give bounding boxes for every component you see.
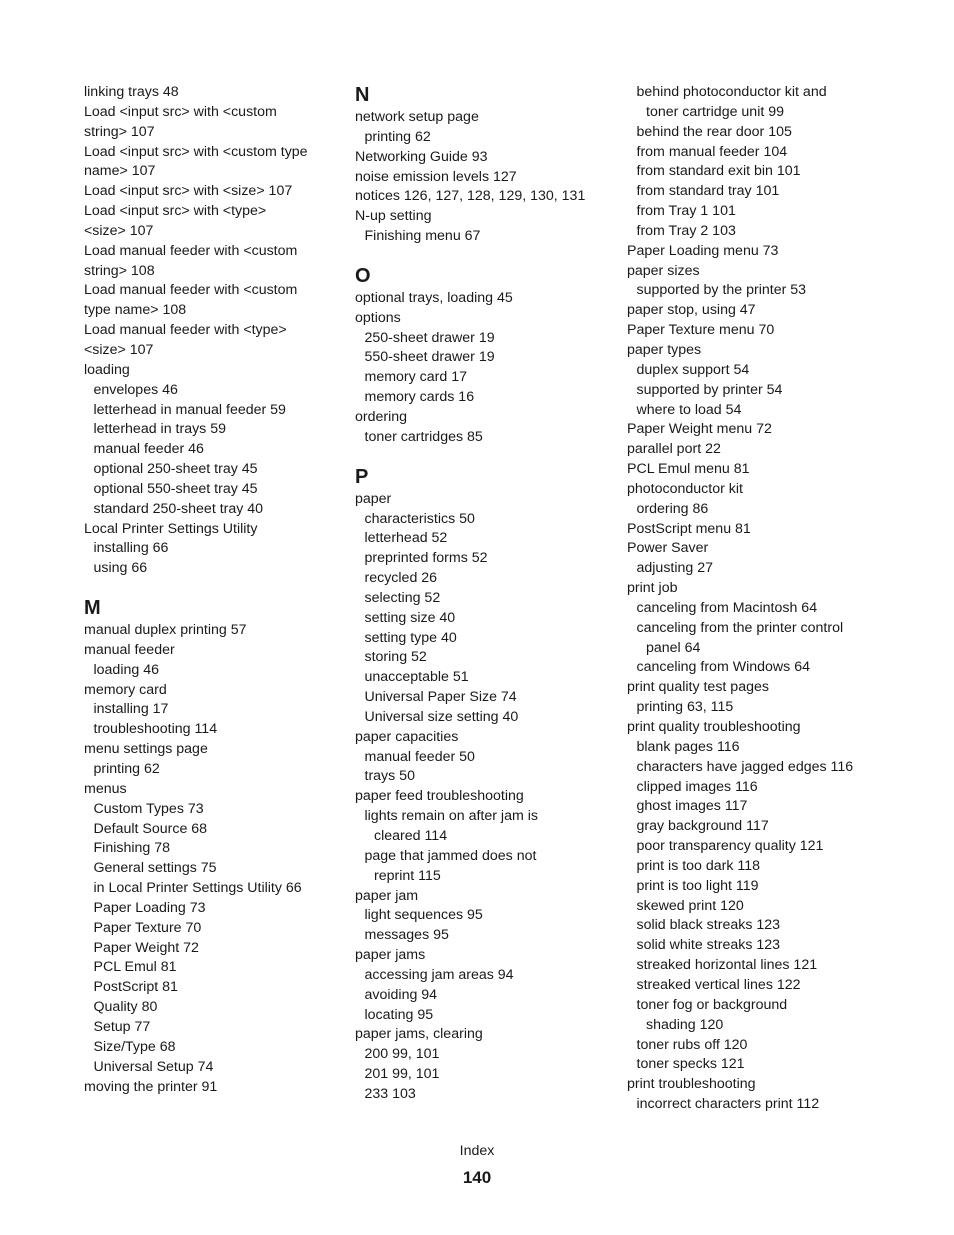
index-subentry: memory card 17 (364, 369, 467, 386)
index-entry: manual feeder (84, 641, 175, 658)
index-subentry: accessing jam areas 94 (364, 966, 514, 983)
index-subentry: letterhead 52 (364, 530, 448, 547)
index-entry: Local Printer Settings Utility (84, 520, 258, 537)
index-subentry: from standard exit bin 101 (636, 163, 801, 180)
index-subentry: standard 250-sheet tray 40 (93, 500, 264, 517)
index-subentry: Universal Setup 74 (93, 1058, 214, 1075)
index-column-3 (627, 83, 927, 1115)
index-subentry: toner rubs off 120 (636, 1036, 748, 1053)
index-entry: manual duplex printing 57 (84, 622, 247, 639)
index-subentry: behind photoconductor kit and (636, 84, 827, 100)
index-entry: menu settings page (84, 741, 208, 758)
index-subentry: locating 95 (364, 1006, 434, 1023)
index-column-2 (355, 83, 607, 1105)
index-subentry: loading 46 (93, 661, 159, 678)
index-subentry: solid white streaks 123 (636, 937, 781, 954)
index-entry: PostScript menu 81 (627, 520, 751, 537)
index-subentry: streaked vertical lines 122 (636, 976, 801, 993)
index-entry: Paper Texture menu 70 (627, 322, 775, 339)
index-subentry: Paper Weight 72 (93, 939, 199, 956)
index-subentry: incorrect characters print 112 (636, 1096, 820, 1113)
index-subentry: preprinted forms 52 (364, 550, 488, 567)
index-subentry: 550-sheet drawer 19 (364, 349, 495, 366)
index-subentry-continuation: shading 120 (646, 1016, 724, 1033)
index-entry: optional trays, loading 45 (355, 289, 513, 306)
index-entry: <size> 107 (84, 222, 154, 239)
index-subentry: Paper Texture 70 (93, 919, 202, 936)
index-entry: Load <input src> with <type> (84, 203, 267, 220)
index-entry: PCL Emul menu 81 (627, 461, 750, 478)
index-subentry: from Tray 1 101 (636, 203, 736, 220)
index-entry: Load <input src> with <custom (84, 103, 277, 120)
index-entry: print quality troubleshooting (627, 719, 801, 735)
index-entry: paper stop, using 47 (627, 302, 756, 319)
index-subentry: poor transparency quality 121 (636, 838, 824, 855)
index-subentry: envelopes 46 (93, 381, 178, 398)
index-entry: print troubleshooting (627, 1076, 756, 1093)
index-subentry: Custom Types 73 (93, 800, 204, 817)
index-subentry: light sequences 95 (364, 907, 483, 924)
index-subentry: printing 62 (93, 761, 160, 777)
index-subentry: letterhead in manual feeder 59 (93, 401, 286, 418)
index-subentry: supported by printer 54 (636, 381, 783, 398)
index-entry: print job (627, 580, 678, 597)
index-subentry: canceling from Macintosh 64 (636, 599, 818, 616)
index-letter-heading: M (84, 597, 101, 620)
index-entry: Load manual feeder with <type> (84, 322, 287, 339)
index-entry: options (355, 309, 401, 326)
index-subentry: letterhead in trays 59 (93, 421, 226, 438)
index-subentry: memory cards 16 (364, 389, 475, 406)
index-subentry: using 66 (93, 560, 148, 577)
index-entry: ordering (355, 408, 408, 425)
index-subentry: characters have jagged edges 116 (636, 758, 854, 775)
index-subentry: supported by the printer 53 (636, 282, 807, 299)
index-subentry: manual feeder 46 (93, 441, 204, 458)
index-entry: Paper Weight menu 72 (627, 421, 772, 438)
index-entry: loading (84, 361, 130, 378)
index-subentry: blank pages 116 (636, 738, 740, 755)
index-entry: paper (355, 490, 392, 507)
index-entry: linking trays 48 (84, 84, 179, 100)
index-subentry: 201 99, 101 (364, 1066, 440, 1083)
index-subentry: canceling from Windows 64 (636, 659, 810, 676)
index-subentry: Paper Loading 73 (93, 899, 206, 916)
index-subentry: troubleshooting 114 (93, 721, 218, 738)
index-entry: moving the printer 91 (84, 1078, 218, 1095)
index-subentry: ghost images 117 (636, 798, 748, 815)
page-number: 140 (462, 1168, 492, 1187)
index-entry: notices 126, 127, 128, 129, 130, 131 (355, 188, 586, 205)
index-entry: paper types (627, 341, 702, 358)
index-subentry: Default Source 68 (93, 820, 208, 837)
index-entry: string> 107 (84, 123, 155, 140)
index-subentry-continuation: toner cartridge unit 99 (646, 103, 785, 120)
index-entry: <size> 107 (84, 341, 154, 358)
index-letter-heading: N (355, 84, 370, 106)
index-subentry: General settings 75 (93, 860, 217, 877)
index-subentry: optional 550-sheet tray 45 (93, 480, 258, 497)
index-subentry: solid black streaks 123 (636, 917, 781, 934)
index-subentry: from standard tray 101 (636, 183, 780, 200)
index-entry: paper feed troubleshooting (355, 788, 524, 805)
index-subentry: lights remain on after jam is (364, 808, 538, 825)
index-subentry: 233 103 (364, 1085, 416, 1102)
index-entry: name> 107 (84, 163, 156, 180)
index-entry: network setup page (355, 109, 479, 125)
index-subentry: printing 63, 115 (636, 699, 734, 716)
index-subentry: selecting 52 (364, 589, 441, 606)
index-subentry: installing 66 (93, 540, 169, 557)
index-entry: Networking Guide 93 (355, 148, 488, 165)
index-subentry: gray background 117 (636, 818, 769, 835)
index-subentry: printing 62 (364, 128, 431, 145)
index-entry: paper jams (355, 947, 426, 964)
index-subentry: Universal size setting 40 (364, 708, 519, 725)
index-letter-heading: P (355, 465, 369, 488)
index-subentry: streaked horizontal lines 121 (636, 957, 818, 974)
index-subentry: duplex support 54 (636, 361, 750, 378)
index-subentry: in Local Printer Settings Utility 66 (93, 880, 302, 897)
index-subentry: Quality 80 (93, 999, 158, 1016)
index-subentry: PostScript 81 (93, 979, 178, 996)
index-entry: N-up setting (355, 208, 432, 225)
index-subentry-continuation: panel 64 (646, 639, 701, 656)
index-entry: parallel port 22 (627, 441, 721, 458)
index-subentry: adjusting 27 (636, 560, 714, 577)
index-entry: type name> 108 (84, 302, 187, 319)
index-subentry: ordering 86 (636, 500, 709, 517)
index-subentry: trays 50 (364, 768, 415, 785)
index-subentry: print is too dark 118 (636, 857, 761, 874)
index-entry: paper sizes (627, 262, 700, 279)
index-subentry: characteristics 50 (364, 510, 475, 527)
index-subentry: manual feeder 50 (364, 748, 475, 765)
index-letter-heading: O (355, 264, 371, 287)
index-subentry: skewed print 120 (636, 897, 744, 914)
index-subentry: 250-sheet drawer 19 (364, 329, 495, 346)
index-subentry: 200 99, 101 (364, 1046, 440, 1063)
index-subentry: Finishing menu 67 (364, 228, 481, 245)
index-entry: paper jam (355, 887, 419, 904)
index-entry: paper capacities (355, 728, 459, 745)
index-subentry: PCL Emul 81 (93, 959, 177, 976)
index-subentry: avoiding 94 (364, 986, 438, 1003)
index-subentry: toner cartridges 85 (364, 428, 483, 445)
index-entry: string> 108 (84, 262, 155, 279)
index-subentry: Size/Type 68 (93, 1038, 176, 1055)
index-subentry-continuation: cleared 114 (374, 828, 448, 844)
index-subentry: canceling from the printer control (636, 619, 844, 636)
index-entry: Load manual feeder with <custom (84, 242, 298, 259)
index-entry: print quality test pages (627, 679, 769, 696)
index-subentry: setting type 40 (364, 629, 457, 646)
footer-section-label: Index (459, 1143, 495, 1159)
index-subentry: setting size 40 (364, 609, 456, 626)
index-subentry: installing 17 (93, 701, 169, 718)
index-subentry: toner fog or background (636, 996, 788, 1013)
index-entry: Load manual feeder with <custom (84, 282, 298, 299)
index-entry: noise emission levels 127 (355, 168, 517, 185)
index-subentry: storing 52 (364, 649, 427, 666)
index-subentry: clipped images 116 (636, 778, 758, 795)
index-subentry: optional 250-sheet tray 45 (93, 461, 258, 478)
index-subentry: behind the rear door 105 (636, 123, 792, 140)
index-entry: photoconductor kit (627, 480, 743, 497)
index-entry: Paper Loading menu 73 (627, 242, 779, 259)
index-subentry: messages 95 (364, 927, 449, 944)
index-entry: menus (84, 780, 127, 797)
index-subentry: from manual feeder 104 (636, 143, 788, 160)
index-subentry: Universal Paper Size 74 (364, 689, 517, 706)
index-entry: memory card (84, 681, 167, 698)
index-subentry: print is too light 119 (636, 877, 759, 894)
index-entry: paper jams, clearing (355, 1026, 483, 1043)
index-subentry: where to load 54 (636, 401, 742, 418)
index-subentry: toner specks 121 (636, 1056, 745, 1073)
index-entry: Load <input src> with <size> 107 (84, 183, 293, 200)
index-column-1 (84, 83, 334, 1097)
index-subentry: Finishing 78 (93, 840, 171, 857)
index-subentry: recycled 26 (364, 570, 438, 587)
index-subentry: from Tray 2 103 (636, 222, 736, 239)
index-subentry: unacceptable 51 (364, 669, 469, 686)
index-subentry: Setup 77 (93, 1018, 151, 1035)
index-subentry: page that jammed does not (364, 847, 537, 864)
index-entry: Power Saver (627, 540, 709, 557)
index-entry: Load <input src> with <custom type (84, 143, 308, 160)
index-subentry-continuation: reprint 115 (374, 867, 441, 884)
